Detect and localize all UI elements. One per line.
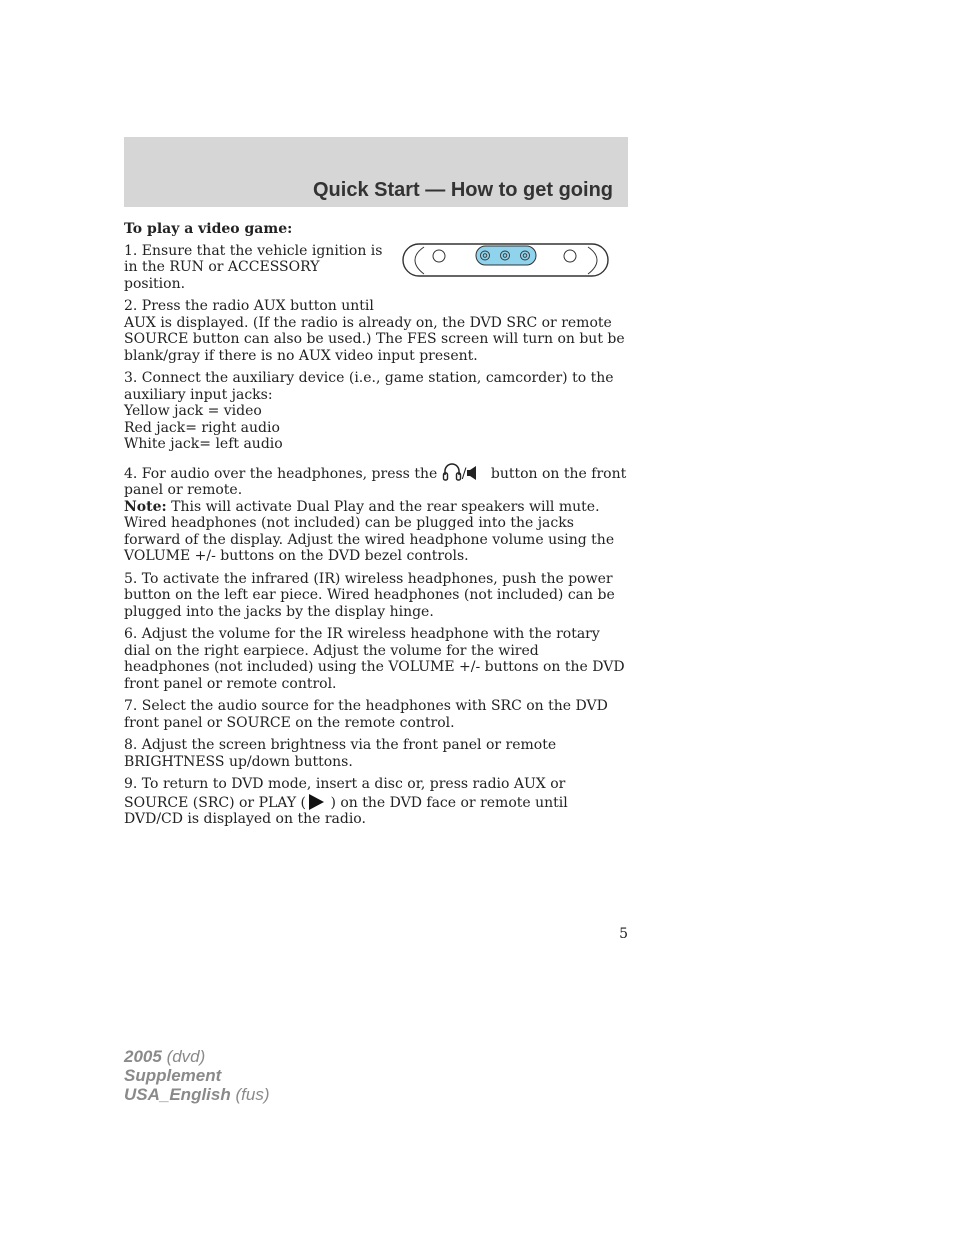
- footer-line-1: [124, 1047, 269, 1066]
- speaker-icon: [466, 464, 480, 482]
- step-1-block: [124, 243, 628, 293]
- jack-white-label: White jack= left audio: [124, 436, 283, 452]
- play-icon: [306, 793, 326, 811]
- subsection-heading: To play a video game:: [124, 221, 293, 237]
- step-9-after: ) on the DVD face or remote until DVD/CD is displayed on the radio.: [124, 794, 568, 827]
- page-body: [124, 221, 628, 834]
- note-text: This will activate Dual Play and the rear speakers will mute. Wired headphones (not included) can be plugged into the jacks forward of the display. Adjust the wired headphone volume using the VOLUME +/- buttons on the DVD bezel controls.: [124, 498, 615, 564]
- step-2-first-line: 2. Press the radio AUX button until: [124, 298, 374, 314]
- footer-supplement: Supplement: [124, 1066, 222, 1085]
- jack-panel-inner-right-curve: [588, 247, 597, 274]
- step-9-text: [124, 776, 628, 828]
- step-2-rest: AUX is displayed. (If the radio is already on, the DVD SRC or remote SOURCE button can also be used.) The FES screen will turn on but be blank/gray if there is no AUX video input present.: [124, 314, 625, 364]
- mounting-hole-left: [433, 250, 445, 262]
- footer-code: (fus): [235, 1085, 270, 1104]
- step-4-separator: /: [461, 465, 467, 482]
- step-7-text: 7. Select the audio source for the headphones with SRC on the DVD front panel or SOURCE on the remote control.: [124, 698, 608, 731]
- jack-yellow-label: Yellow jack = video: [124, 403, 262, 419]
- step-4-after: button on the front panel or remote.: [124, 465, 627, 498]
- mounting-hole-right: [564, 250, 576, 262]
- jack-red-label: Red jack= right audio: [124, 419, 280, 436]
- step-1-text: 1. Ensure that the vehicle ignition is in the RUN or ACCESSORY position.: [124, 242, 383, 292]
- footer-year: 2005: [124, 1047, 162, 1066]
- step-5-text: 5. To activate the infrared (IR) wireless headphones, push the power button on the left ear piece. Wired headphones (not included) can be plugged into the jacks by the display hinge.: [124, 570, 615, 620]
- footer-model: (dvd): [166, 1047, 206, 1066]
- footer-line-2: [124, 1066, 269, 1085]
- footer-line-3: [124, 1085, 269, 1104]
- step-4-before: 4. For audio over the headphones, press the: [124, 465, 438, 482]
- aux-input-jacks-diagram: [402, 243, 610, 279]
- step-3-text: [124, 370, 628, 453]
- step-3-intro: 3. Connect the auxiliary device (i.e., game station, camcorder) to the auxiliary input jacks:: [124, 370, 614, 403]
- page-number: 5: [619, 926, 628, 942]
- step-8-text: 8. Adjust the screen brightness via the front panel or remote BRIGHTNESS up/down buttons.: [124, 737, 557, 770]
- note-label: Note:: [124, 498, 167, 515]
- step-2-text: [124, 298, 628, 364]
- step-4-text: [124, 462, 628, 565]
- footer-market: USA_English: [124, 1085, 231, 1104]
- step-9-before: 9. To return to DVD mode, insert a disc or, press radio AUX or SOURCE (SRC) or PLAY (: [124, 776, 566, 811]
- jack-panel-inner-left-curve: [415, 247, 424, 274]
- section-title: Quick Start — How to get going: [313, 179, 613, 201]
- step-6-text: 6. Adjust the volume for the IR wireless headphone with the rotary dial on the right earpiece. Adjust the volume for the wired headphones (not included) using the VOLUME +/- buttons on the DVD front panel or remote control.: [124, 626, 625, 692]
- section-header-band: [124, 137, 628, 207]
- document-footer: [124, 1047, 269, 1104]
- headphones-icon: [442, 462, 462, 482]
